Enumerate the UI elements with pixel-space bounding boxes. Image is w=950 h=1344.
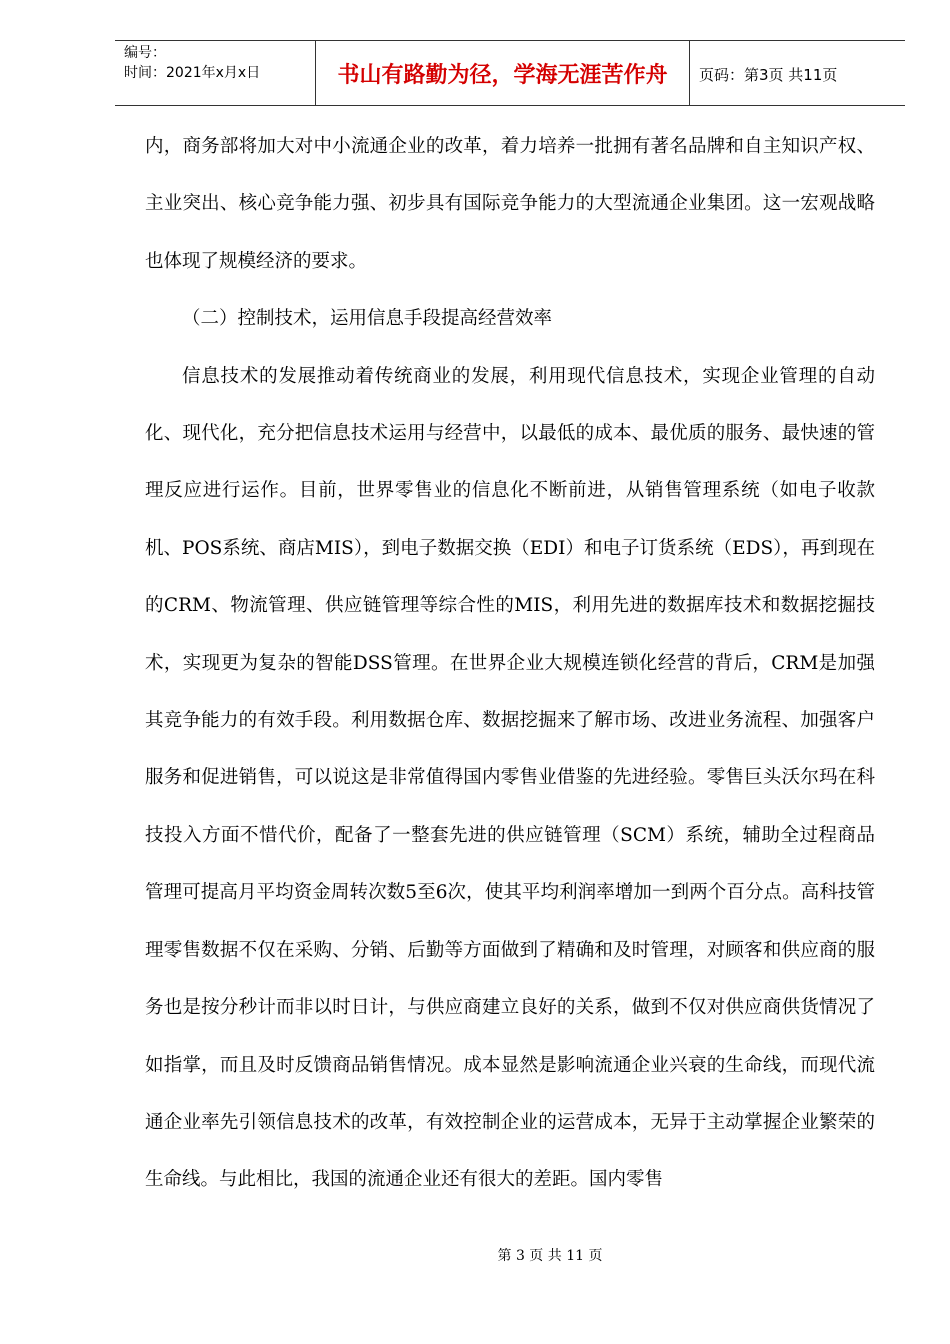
header-meta (115, 41, 316, 105)
header-page-number: 页码：第3页 共11页 (699, 66, 838, 84)
body-paragraph: 内，商务部将加大对中小流通企业的改革，着力培养一批拥有著名品牌和自主知识产权、主业突出、核心竞争能力强、初步具有国际竞争能力的大型流通企业集团。这一宏观战略也体现了规模经济的要求。 (145, 136, 875, 272)
header-motto: 书山有路勤为径，学海无涯苦作舟 (316, 41, 690, 105)
page-footer: 第 3 页 共 11 页 (497, 1248, 603, 1264)
document-body (145, 118, 875, 1209)
document-time-label: 时间：2021年x月x日 (124, 65, 261, 81)
page-header (115, 40, 905, 106)
document-number-label: 编号： (124, 45, 166, 61)
section-heading: （二）控制技术，运用信息手段提高经营效率 (182, 308, 553, 330)
body-paragraph: 信息技术的发展推动着传统商业的发展，利用现代信息技术，实现企业管理的自动化、现代化，充分把信息技术运用与经营中，以最低的成本、最优质的服务、最快速的管理反应进行运作。目前，世界零售业的信息化不断前进，从销售管理系统（如电子收款机、POS系统、商店MIS），到电子数据交换（EDI）和电子订货系统（EDS），再到现在的CRM、物流管理、供应链管理等综合性的MIS，利用先进的数据库技术和数据挖掘技术，实现更为复杂的智能DSS管理。在世界企业大规模连锁化经营的背后，CRM是加强其竞争能力的有效手段。利用数据仓库、数据挖掘来了解市场、改进业务流程、加强客户服务和促进销售，可以说这是非常值得国内零售业借鉴的先进经验。零售巨头沃尔玛在科技投入方面不惜代价，配备了一整套先进的供应链管理（SCM）系统，辅助全过程商品管理可提高月平均资金周转次数5至6次，使其平均利润率增加一到两个百分点。高科技管理零售数据不仅在采购、分销、后勤等方面做到了精确和及时管理，对顾客和供应商的服务也是按分秒计而非以时日计，与供应商建立良好的关系，做到不仅对供应商供货情况了如指掌，而且及时反馈商品销售情况。成本显然是影响流通企业兴衰的生命线，而现代流通企业率先引领信息技术的改革，有效控制企业的运营成本，无异于主动掌握企业繁荣的生命线。与此相比，我国的流通企业还有很大的差距。国内零售 (145, 365, 875, 1191)
